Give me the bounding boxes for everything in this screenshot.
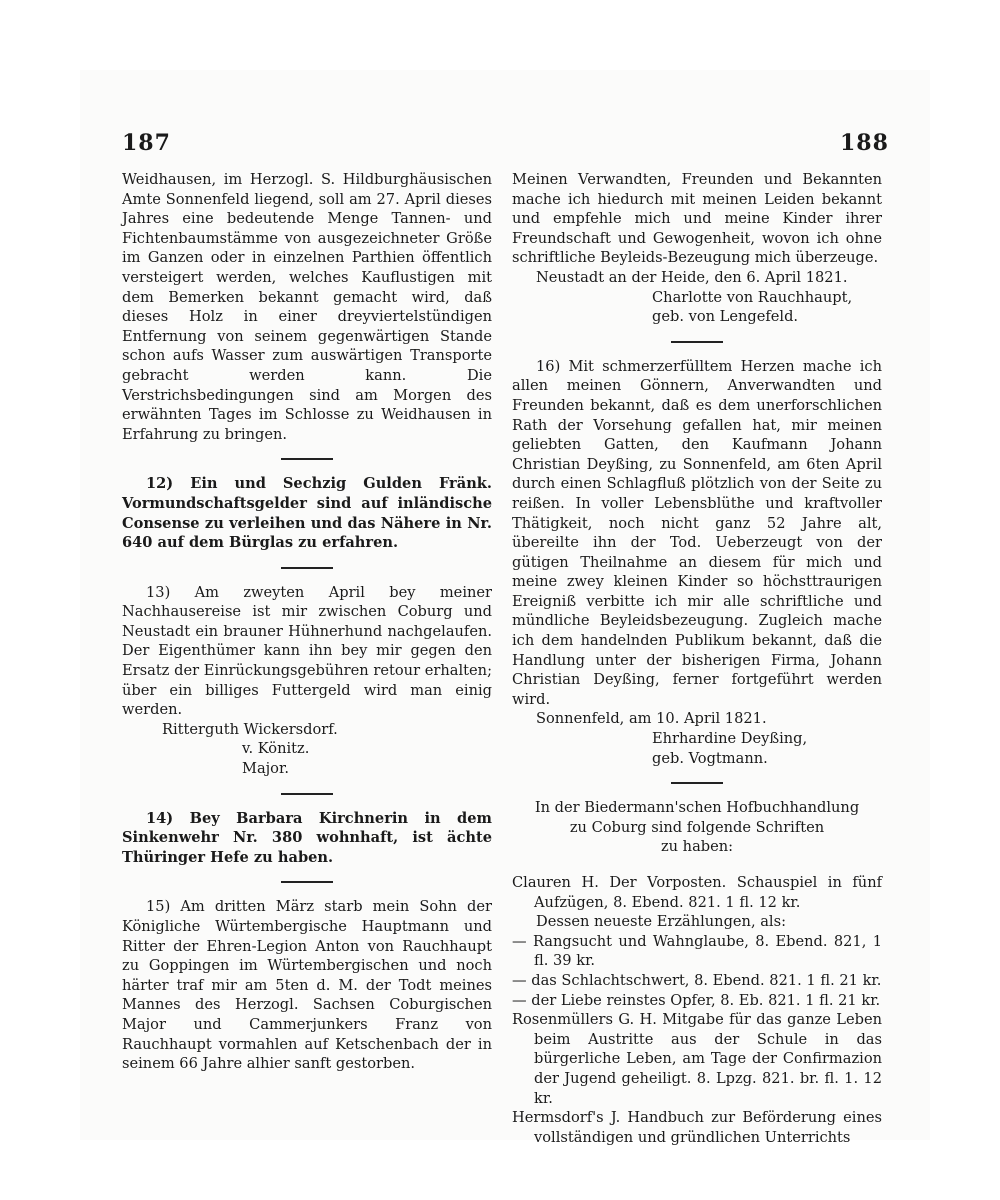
bookshop-heading-line-2: zu Coburg sind folgende Schriften — [569, 818, 825, 836]
notice-16: 16) Mit schmerzerfülltem Herzen mache ich allen meinen Gönnern, Anverwandten und Freunden bekannt, daß es dem unerforschlichen Rath der Vorsehung gefallen hat, mir meinen geliebten Gatten, den Kaufmann Johann Christian Deyßing, zu Sonnenfeld, am 6ten April durch einen Schlagfluß plötzlich von der Seite zu reißen. In voller Lebensblüthe und kraftvoller Thätigkeit, noch nicht ganz 52 Jahre alt, übereilte ihn der Tod. Ueberzeugt von der gütigen Theilnahme an diesem für mich und meine zwey kleinen Kinder so höchsttraurigen Ereigniß verbitte ich mir alle schriftliche und mündliche Beyleidsbezeugung. Zugleich mache ich dem handelnden Publikum bekannt, daß die Handlung unter der bisherigen Firma, Johann Christian Deyßing, ferner fortgeführt werden wird. — [512, 357, 882, 708]
separator-rule — [671, 341, 723, 343]
book-entry: — das Schlachtschwert, 8. Ebend. 821. 1 fl. 21 kr. — [512, 971, 882, 989]
separator-rule — [281, 458, 333, 460]
notice-13: 13) Am zweyten April bey meiner Nachhausereise ist mir zwischen Coburg und Neustadt ein brauner Hühnerhund nachgelaufen. Der Eigenthümer kann ihn bey mir gegen den Ersatz der Einrückungsgebühren retour erhalten; über ein billiges Futtergeld wird man einig werden. — [122, 583, 492, 719]
book-entry: — Rangsucht und Wahnglaube, 8. Ebend. 821, 1 fl. 39 kr. — [512, 932, 882, 970]
notice-12: 12) Ein und Sechzig Gulden Fränk. Vormundschaftsgelder sind auf inländische Consense zu verleihen und das Nähere in Nr. 640 auf dem Bürglas zu erfahren. — [122, 475, 492, 552]
separator-rule — [281, 567, 333, 569]
notice-13-signature: v. Könitz. — [242, 740, 310, 758]
notice-15-signature: Charlotte von Rauchhaupt, — [652, 288, 853, 306]
notice-16-maiden-name: geb. Vogtmann. — [652, 749, 768, 767]
right-column — [512, 170, 882, 1147]
notice-15-continued: Meinen Verwandten, Freunden und Bekannten mache ich hiedurch mit meinen Leiden bekannt und empfehle mich und meine Kinder ihrer Freundschaft und Gewogenheit, wovon ich ohne schriftliche Beyleids-Bezeugung mich überzeuge. — [512, 171, 882, 267]
separator-rule — [281, 881, 333, 883]
notice-13-place: Ritterguth Wickersdorf. — [162, 720, 338, 738]
notice-14: 14) Bey Barbara Kirchnerin in dem Sinkenwehr Nr. 380 wohnhaft, ist ächte Thüringer Hefe zu haben. — [122, 809, 492, 866]
bookshop-heading-line-1: In der Biedermann'schen Hofbuchhandlung — [534, 799, 860, 817]
book-entry: Hermsdorf's J. Handbuch zur Beförderung eines vollständigen und gründlichen Unterrichts — [512, 1109, 882, 1146]
notice-weidhausen: Weidhausen, im Herzogl. S. Hildburghäusischen Amte Sonnenfeld liegend, soll am 27. April dieses Jahres eine bedeutende Menge Tannen- und Fichtenbaumstämme von ausgezeichneter Größe im Ganzen oder in einzelnen Parthien öffentlich versteigert werden, welches Kauflustigen mit dem Bemerken bekannt gemacht wird, daß dieses Holz in einer dreyviertelstündigen Entfernung von seinem gegenwärtigen Stande schon aufs Wasser zum auswärtigen Transporte gebracht werden kann. Die Verstrichsbedingungen sind am Morgen des erwähnten Tages im Schlosse zu Weidhausen in Erfahrung zu bringen. — [122, 171, 492, 443]
notice-13-rank: Major. — [242, 760, 289, 778]
notice-15-place: Neustadt an der Heide, den 6. April 1821. — [536, 268, 848, 286]
separator-rule — [281, 793, 333, 795]
book-entry: Dessen neueste Erzählungen, als: — [536, 913, 787, 931]
notice-16-place: Sonnenfeld, am 10. April 1821. — [536, 710, 767, 728]
notice-15: 15) Am dritten März starb mein Sohn der Königliche Würtembergische Hauptmann und Ritter der Ehren-Legion Anton von Rauchhaupt zu Goppingen im Würtembergischen und noch härter traf mir am 5ten d. M. der Todt meines Mannes des Herzogl. Sachsen Coburgischen Major und Cammerjunkers Franz von Rauchhaupt vormahlen auf Ketschenbach der in seinem 66 Jahre alhier sanft gestorben. — [122, 898, 492, 1073]
page-number-left: 187 — [122, 130, 171, 156]
notice-15-maiden-name: geb. von Lengefeld. — [652, 308, 799, 326]
book-entry: — der Liebe reinstes Opfer, 8. Eb. 821. 1 fl. 21 kr. — [512, 991, 881, 1009]
left-column — [122, 170, 492, 1074]
page-number-right: 188 — [840, 130, 889, 156]
bookshop-heading-line-3: zu haben: — [660, 838, 734, 856]
notice-16-signature: Ehrhardine Deyßing, — [652, 730, 808, 748]
book-entry: Rosenmüllers G. H. Mitgabe für das ganze Leben beim Austritte aus der Schule in das bürgerliche Leben, am Tage der Confirmazion der Jugend geheiligt. 8. Lpzg. 821. br. fl. 1. 12 kr. — [512, 1011, 882, 1107]
separator-rule — [671, 782, 723, 784]
book-entry: Clauren H. Der Vorposten. Schauspiel in fünf Aufzügen, 8. Ebend. 821. 1 fl. 12 kr. — [512, 874, 882, 911]
